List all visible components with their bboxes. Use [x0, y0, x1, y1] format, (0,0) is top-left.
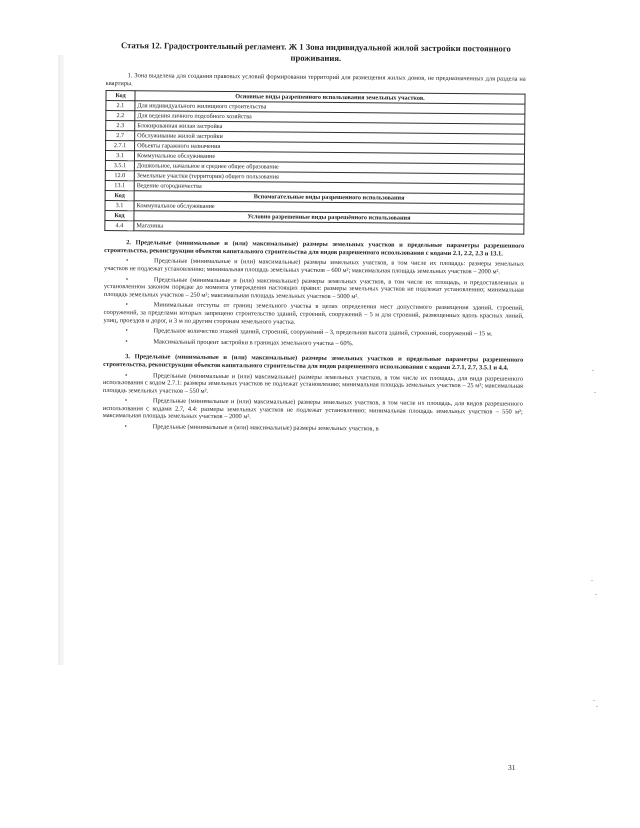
- list-item-text: Максимальный процент застройки в границах земельного участка – 60%.: [153, 338, 354, 347]
- bullet-icon: •: [125, 275, 129, 283]
- list-item: [103, 371, 523, 397]
- scan-shadow: [58, 55, 64, 665]
- bullet-icon: •: [124, 397, 128, 405]
- table-section-header: Условно разрешенные виды разрешённого использования: [134, 211, 524, 224]
- intro-paragraph: 1. Зона выделена для создания правовых условий формирования территорий для размещения жилых домов, не предназначенных для раздела на квартиры.: [105, 72, 526, 87]
- page-number: 31: [508, 763, 516, 772]
- list-item: [104, 257, 524, 276]
- table-code-header: Код: [106, 91, 135, 101]
- table-cell-name: Магазины: [134, 221, 524, 234]
- table-cell-name: Коммунальное обслуживание: [134, 201, 524, 214]
- table-cell-name: Обслуживание жилой застройки: [135, 131, 525, 144]
- list-item: [103, 338, 523, 349]
- table-cell-name: Для индивидуального жилищного строительства: [135, 101, 525, 114]
- table-cell-code: 2.1: [106, 101, 135, 111]
- table-cell-name: Объекты гаражного назначения: [135, 141, 525, 154]
- table-code-header: Код: [105, 211, 134, 221]
- table-cell-code: 3.1: [105, 201, 134, 211]
- list-item-text: Предельные (минимальные и (или) максимальные) размеры земельных участков, в том числе их площадь, для вида разрешенного использования с кодом 2.7.1: размеры земельных участков не подлежат установлению; минимальная площадь земельных участков – 25 м²; максимальная площадь земельных участков – 550 м².: [102, 371, 524, 395]
- table-cell-name: Земельные участки (территории) общего пользования: [134, 171, 524, 184]
- bullet-icon: •: [125, 301, 128, 309]
- list-item: [104, 276, 524, 302]
- table-cell-name: Для ведения личного подсобного хозяйства: [135, 111, 525, 124]
- section-2-heading: 2. Предельные (минимальные и (или) максимальные) размеры земельных участков и предельные параметры разрешенного строительства, реконструкции объектов капитального строительства для видов разрешенного использования с кодами 2.1, 2.2, 2.3 и 13.1.: [104, 239, 525, 258]
- article-title: Статья 12. Градостроительный регламент. Ж 1 Зона индивидуальной жилой застройки постоянного проживания.: [120, 40, 511, 64]
- table-cell-code: 4.4: [105, 221, 134, 231]
- list-item-text: Предельные (минимальные и (или) максимальные) размеры земельных участков, в: [152, 423, 379, 433]
- section-2-list: [103, 257, 524, 349]
- list-item: [104, 301, 524, 327]
- table-cell-code: 3.5.1: [105, 161, 134, 171]
- table-cell-code: 2.3: [106, 121, 135, 131]
- section-3-list: [103, 371, 524, 434]
- table-cell-name: Коммунальное обслуживание: [134, 151, 524, 164]
- land-use-table: [104, 90, 525, 235]
- table-cell-code: 13.1: [105, 181, 134, 191]
- table-cell-name: Блокированная жилая застройка: [135, 121, 525, 134]
- table-cell-code: 2.7.1: [106, 141, 135, 151]
- list-item: [103, 397, 523, 423]
- section-3-heading: 3. Предельные (минимальные и (или) максимальные) размеры земельных участков и предельные параметры разрешенного строительства, реконструкции объектов капитального строительства для видов разрешенного использования с кодами 2.7.1, 2.7, 3.5.1 и 4.4.: [103, 353, 524, 372]
- table-cell-code: 2.2: [106, 111, 135, 121]
- table-cell-code: 2.7: [106, 131, 135, 141]
- list-item-text: Предельные (минимальные и (или) максимальные) размеры земельных участков, в том числе их площадь, и предоставленных в установленном законом порядке до момента утверждения настоящих правил: размеры земельных участков не подлежат установлению; минимальная площадь земельных участков – 250 м²; максимальная площадь земельных участков – 5000 м².: [103, 275, 524, 300]
- table-code-header: Код: [105, 191, 134, 201]
- list-item-text: Предельные (минимальные и (или) максимальные) размеры земельных участков, в том числе их площадь, для видов разрешенного использования с кодами 2.7, 4.4: размеры земельных участков не подлежат установлению; минимальная площадь земельных участков – 550 м²; максимальная площадь земельных участков – 2000 м².: [102, 397, 523, 421]
- bullet-icon: •: [125, 371, 128, 379]
- list-item-text: Предельные (минимальные и (или) максимальные) размеры земельных участков, в том числе их площадь: размеры земельных участков не подлежат установлению; минимальная площадь земельных участков – 600 м²; максимальная площадь земельных участков – 2000 м².: [103, 257, 525, 276]
- table-cell-code: 12.0: [105, 171, 134, 181]
- bullet-icon: •: [125, 337, 128, 345]
- bullet-icon: •: [125, 327, 128, 335]
- table-cell-code: 3.1: [105, 151, 134, 161]
- table-section-header: Вспомогательные виды разрешенного использования: [134, 191, 524, 204]
- scan-artifacts: [590, 370, 600, 710]
- bullet-icon: •: [124, 423, 127, 431]
- list-item-text: Минимальные отступы от границ земельного участка в целях определения мест допустимого размещения зданий, строений, сооружений, за пределами которых запрещено строительство зданий, строений, сооружений – 5 м для строений, размещенных вдоль красных линий, улиц, проездов и дорог, и 3 м по другим сторонам земельного участка.: [103, 301, 524, 326]
- list-item-text: Предельное количество этажей зданий, строений, сооружений – 3, предельная высота зданий, строений, сооружений – 15 м.: [153, 327, 493, 338]
- table-cell-name: Дошкольное, начальное и среднее общее образование: [134, 161, 524, 174]
- list-item: [103, 327, 523, 338]
- bullet-icon: •: [126, 257, 129, 265]
- list-item: [103, 423, 523, 434]
- table-cell-name: Ведение огородничества: [134, 181, 524, 194]
- document-page: [103, 40, 526, 437]
- table-section-header: Основные виды разрешенного использования земельных участков.: [135, 91, 525, 104]
